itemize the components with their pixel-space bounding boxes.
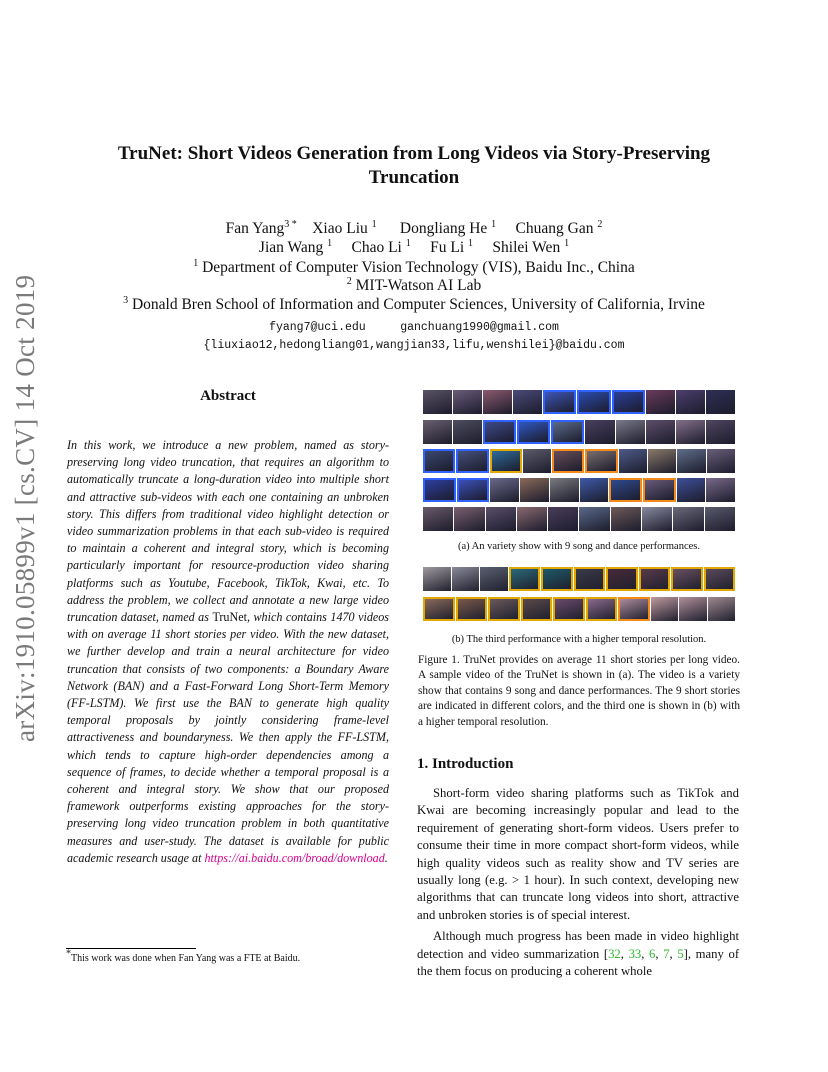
author-name: Fan Yang xyxy=(225,220,285,237)
video-frame-thumbnail xyxy=(705,507,735,531)
figure-1a-caption: (a) An variety show with 9 song and dance performances. xyxy=(457,541,700,552)
video-frame-thumbnail xyxy=(423,567,451,591)
video-frame-thumbnail xyxy=(586,597,618,621)
video-frame-thumbnail xyxy=(648,449,676,473)
video-frame-thumbnail xyxy=(486,507,516,531)
title-line-2: Truncation xyxy=(368,167,460,188)
abstract-body: In this work, we introduce a new problem, named as story-preserving long video truncation, that requires an algorithm to automatically truncate a long-duration video into multiple short and attractive sub-videos with each one containing an unbroken story. This differs from traditional video highlight detection or video summarization problems in that each sub-video is required to maintain a coherent and integral story, which is becoming particularly important for resource-production video sharing platforms such as Youtube, Facebook, TikTok, Kwai, etc. To address the problem, we collect and annotate a new large video truncation dataset, named as TruNet, which contains 1470 videos with on average 11 short stories per video. With the new dataset, we further develop and train a neural architecture for video truncation that consists of two components: a Boundary Aware Network (BAN) and a Fast-Forward Long Short-Term Memory (FF-LSTM). We first use the BAN to generate high quality temporal proposals by jointly considering frame-level attractiveness and boundaryness. We then apply the FF-LSTM, which tends to capture high-order dependencies among a sequence of frames, to decide whether a temporal proposal is a coherent and integral story. We show that our proposed framework outperforms existing approaches for the story-preserving long video truncation problem in both quantitative measures and user-study. The dataset is available for public academic research usage at https://ai.baidu.com/broad/download. xyxy=(67,438,389,865)
video-frame-thumbnail xyxy=(423,420,452,444)
introduction-body xyxy=(417,785,739,980)
abstract-heading: Abstract xyxy=(200,388,256,404)
video-frame-thumbnail xyxy=(707,449,735,473)
citation[interactable]: 7 xyxy=(663,946,670,961)
frame-row xyxy=(423,478,735,502)
video-frame-thumbnail xyxy=(457,478,490,502)
video-frame-thumbnail xyxy=(585,420,614,444)
video-frame-thumbnail xyxy=(642,507,672,531)
video-frame-thumbnail xyxy=(704,567,736,591)
citation[interactable]: 6 xyxy=(649,946,656,961)
video-frame-thumbnail xyxy=(646,390,675,414)
emails-line-2 xyxy=(70,336,758,355)
video-frame-thumbnail xyxy=(452,567,480,591)
paragraph: Although much progress has been made in video highlight detection and video summarization [32, 33, 6, 7, 5], many of the them focus on producing a coherent whole xyxy=(417,929,740,979)
video-frame-thumbnail xyxy=(509,567,541,591)
video-frame-thumbnail xyxy=(606,567,638,591)
authors-line-1: Fan Yang$^{3 *}$ Xiao Liu $^1$ Dongliang He $^1$ Chuang Gan $^2$ xyxy=(225,218,603,237)
video-frame-thumbnail xyxy=(523,449,551,473)
frame-row xyxy=(423,449,735,473)
video-frame-thumbnail xyxy=(483,420,516,444)
video-frame-thumbnail xyxy=(676,420,705,444)
video-frame-thumbnail xyxy=(616,420,645,444)
video-frame-thumbnail xyxy=(577,390,610,414)
video-frame-thumbnail xyxy=(643,478,676,502)
author-name: Dongliang He xyxy=(399,220,488,237)
paragraph: Short-form video sharing platforms such as TikTok and Kwai are becoming increasingly popular and lead to the requirement of generating short-form videos. Users prefer to consume their time in more compact short-form videos, while high quality videos such as reality show and TV series are usually long (e.g. > 1 hour). In such context, developing new algorithms that can truncate long videos into short, attractive and unbroken stories is of special interest. xyxy=(417,786,739,922)
video-frame-thumbnail xyxy=(456,597,488,621)
figure-1-caption: Figure 1. TruNet provides on average 11 short stories per long video. A sample video of the TruNet is shown in (a). The video is a variety show that contains 9 song and dance performances. The 9 short stories are indicated in different colors, and the third one is shown in (b) with a higher temporal resolution. xyxy=(418,654,740,728)
video-frame-thumbnail xyxy=(651,597,679,621)
video-frame-thumbnail xyxy=(521,597,553,621)
video-frame-thumbnail xyxy=(454,507,484,531)
frame-row xyxy=(423,420,735,444)
video-frame-thumbnail xyxy=(552,449,584,473)
video-frame-thumbnail xyxy=(453,390,482,414)
video-frame-thumbnail xyxy=(677,449,705,473)
video-frame-thumbnail xyxy=(585,449,617,473)
figure-1b-caption: (b) The third performance with a higher temporal resolution. xyxy=(451,634,707,645)
frame-row xyxy=(423,390,735,414)
video-frame-thumbnail xyxy=(480,567,508,591)
video-frame-thumbnail xyxy=(619,449,647,473)
video-frame-thumbnail xyxy=(453,420,482,444)
video-frame-thumbnail xyxy=(553,597,585,621)
author-name: Fu Li xyxy=(430,239,465,256)
video-frame-thumbnail xyxy=(671,567,703,591)
video-frame-thumbnail xyxy=(611,507,641,531)
author-name: Chuang Gan xyxy=(515,220,594,237)
footnote: *This work was done when Fan Yang was a FTE at Baidu. xyxy=(66,948,301,964)
author-name: Chao Li xyxy=(351,239,402,256)
video-frame-thumbnail xyxy=(580,478,609,502)
video-frame-thumbnail xyxy=(579,507,609,531)
video-frame-thumbnail xyxy=(574,567,606,591)
emails-line-1 xyxy=(70,318,758,337)
frame-row xyxy=(423,567,735,591)
video-frame-thumbnail xyxy=(618,597,650,621)
title-line-1: TruNet: Short Videos Generation from Long Videos via Story-Preserving xyxy=(117,143,711,164)
email-address[interactable]: fyang7@uci.edu xyxy=(269,321,366,334)
video-frame-thumbnail xyxy=(490,449,522,473)
email-address[interactable]: {liuxiao12,hedongliang01,wangjian33,lifu,wenshilei}@baidu.com xyxy=(203,339,625,352)
footnote-rule xyxy=(66,948,196,949)
video-frame-thumbnail xyxy=(548,507,578,531)
arxiv-identifier: arXiv:1910.05899v1 [cs.CV] 14 Oct 2019 xyxy=(10,274,40,742)
video-frame-thumbnail xyxy=(423,507,453,531)
citation[interactable]: 33 xyxy=(628,946,642,961)
video-frame-thumbnail xyxy=(639,567,671,591)
citation[interactable]: 5 xyxy=(677,946,684,961)
video-frame-thumbnail xyxy=(612,390,645,414)
video-frame-thumbnail xyxy=(423,597,455,621)
video-frame-thumbnail xyxy=(550,478,579,502)
paper-title xyxy=(70,142,758,190)
author-name: Jian Wang xyxy=(258,239,324,256)
author-name: Xiao Liu xyxy=(312,220,368,237)
video-frame-thumbnail xyxy=(423,478,456,502)
affiliation-2: $^2$ MIT-Watson AI Lab xyxy=(346,275,482,294)
video-frame-thumbnail xyxy=(609,478,642,502)
video-frame-thumbnail xyxy=(517,420,550,444)
video-frame-thumbnail xyxy=(423,449,455,473)
video-frame-thumbnail xyxy=(679,597,707,621)
dataset-link[interactable]: https://ai.baidu.com/broad/download xyxy=(204,850,385,865)
email-address[interactable]: ganchuang1990@gmail.com xyxy=(400,321,559,334)
video-frame-thumbnail xyxy=(551,420,584,444)
citation[interactable]: 32 xyxy=(608,946,621,961)
video-frame-thumbnail xyxy=(708,597,736,621)
video-frame-thumbnail xyxy=(543,390,576,414)
video-frame-thumbnail xyxy=(706,420,735,444)
video-frame-thumbnail xyxy=(673,507,703,531)
video-frame-thumbnail xyxy=(517,507,547,531)
video-frame-thumbnail xyxy=(677,478,706,502)
video-frame-thumbnail xyxy=(423,390,452,414)
video-frame-thumbnail xyxy=(541,567,573,591)
video-frame-thumbnail xyxy=(706,390,735,414)
video-frame-thumbnail xyxy=(646,420,675,444)
authors-line-2: Jian Wang $^1$ Chao Li $^1$ Fu Li $^1$ Shilei Wen $^1$ xyxy=(258,237,570,256)
video-frame-thumbnail xyxy=(513,390,542,414)
frame-row xyxy=(423,507,735,531)
video-frame-thumbnail xyxy=(488,597,520,621)
affiliation-3: $^3$ Donald Bren School of Information and Computer Sciences, University of California, Irvine xyxy=(123,294,705,313)
video-frame-thumbnail xyxy=(483,390,512,414)
video-frame-thumbnail xyxy=(676,390,705,414)
video-frame-thumbnail xyxy=(706,478,735,502)
frame-row xyxy=(423,597,735,621)
video-frame-thumbnail xyxy=(490,478,519,502)
video-frame-thumbnail xyxy=(456,449,488,473)
video-frame-thumbnail xyxy=(520,478,549,502)
affiliation-1: $^1$ Department of Computer Vision Technology (VIS), Baidu Inc., China xyxy=(193,257,635,276)
section-heading-introduction: 1. Introduction xyxy=(417,756,514,772)
author-name: Shilei Wen xyxy=(492,239,561,256)
